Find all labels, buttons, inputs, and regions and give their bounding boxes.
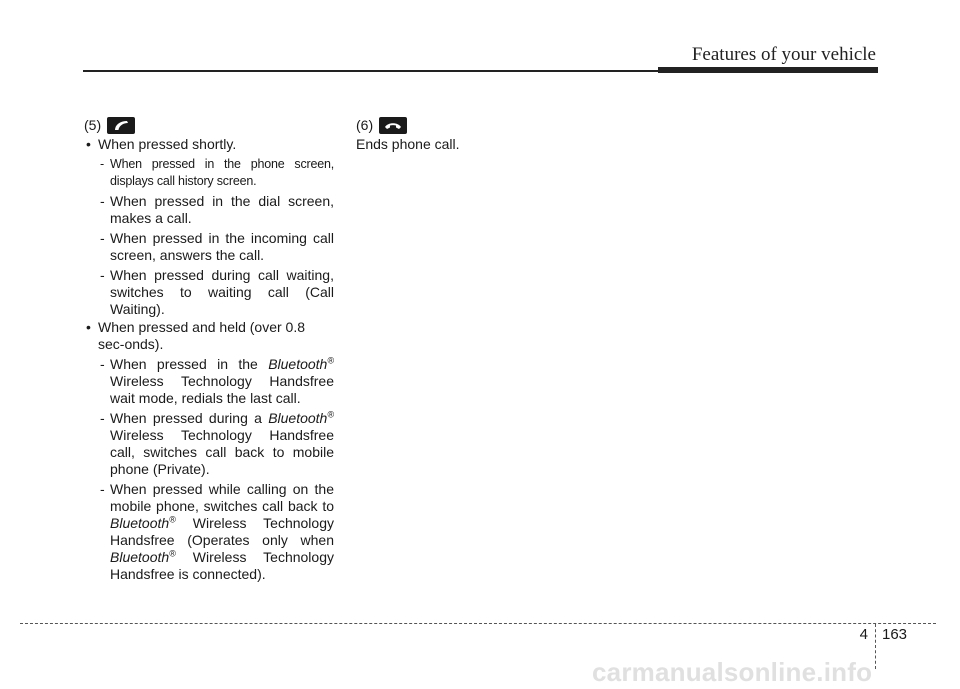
- text-run: When pressed while calling on the mobile phone, switches call back to: [110, 481, 334, 514]
- sub-phone-screen: - When pressed in the phone screen, displays call history screen.: [84, 156, 334, 190]
- sub-handsfree-call: [84, 410, 334, 478]
- footer-dashed-rule: [20, 623, 936, 624]
- chapter-number: 4: [859, 626, 868, 643]
- bullet-pressed-held: • When pressed and held (over 0.8 sec-onds).: [84, 319, 334, 353]
- sub-incoming-call: - When pressed in the incoming call screen, answers the call.: [84, 230, 334, 264]
- registered-mark: ®: [327, 355, 334, 366]
- sub-call-waiting: - When pressed during call waiting, switches to waiting call (Call Waiting).: [84, 267, 334, 318]
- text-run: Bluetooth: [110, 549, 170, 565]
- text-run: Wireless Technology Handsfree call, switches call back to mobile phone (Private).: [110, 427, 334, 477]
- text-run: Bluetooth: [110, 515, 170, 531]
- text-run: When pressed in the: [110, 356, 269, 372]
- end-call-text: Ends phone call.: [356, 136, 460, 152]
- text-run: Bluetooth: [268, 410, 328, 426]
- text-run: Wireless Technology Handsfree is connected).: [110, 549, 334, 582]
- sub-calling-mobile: [84, 481, 334, 583]
- section-title: Features of your vehicle: [691, 44, 876, 65]
- bluetooth-term: [268, 410, 334, 426]
- right-column: [356, 115, 606, 153]
- text-run: Bluetooth: [268, 356, 328, 372]
- header-rule-accent: [658, 67, 878, 73]
- item-6-heading: [356, 115, 606, 135]
- text-run: Wireless Technology Handsfree wait mode, redials the last call.: [110, 373, 334, 406]
- registered-mark: ®: [169, 514, 176, 525]
- item-number: (6): [356, 116, 374, 133]
- item-number: (5): [84, 116, 102, 133]
- text-run: Wireless Technology Handsfree (Operates only when: [110, 515, 334, 548]
- sub-dial-screen: - When pressed in the dial screen, makes a call.: [84, 193, 334, 227]
- text-run: When pressed during a: [110, 410, 269, 426]
- bullet-pressed-shortly: • When pressed shortly.: [84, 136, 334, 153]
- bluetooth-term: [110, 515, 176, 531]
- registered-mark: ®: [169, 548, 176, 559]
- sub-handsfree-wait: [84, 356, 334, 407]
- bluetooth-term: [110, 549, 176, 565]
- bluetooth-term: [268, 356, 334, 372]
- registered-mark: ®: [327, 409, 334, 420]
- watermark: carmanualsonline.info: [592, 657, 873, 687]
- call-answer-icon: [107, 117, 135, 134]
- left-column: [84, 115, 334, 583]
- page-number: 163: [882, 626, 908, 643]
- item-5-heading: [84, 115, 334, 135]
- footer-dashed-divider: [875, 624, 876, 669]
- call-end-icon: [379, 117, 407, 134]
